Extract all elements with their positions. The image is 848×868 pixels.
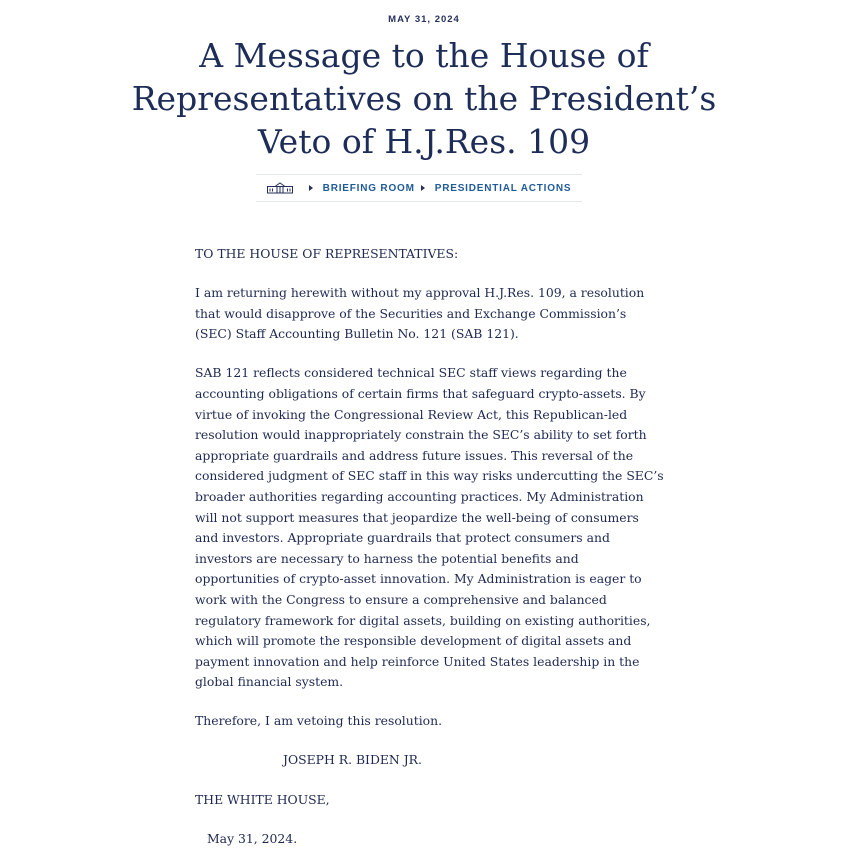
chevron-right-icon [421,185,425,191]
breadcrumb [256,174,582,202]
letter-body [195,244,665,868]
letter-paragraph-2: SAB 121 reflects considered technical SEC staff views regarding the accounting obligations of certain firms that safeguard crypto-assets. By virtue of invoking the Congressional Review Act, this Republican-led resolution would inappropriately constrain the SEC’s ability to set forth appropriate guardrails and address future issues. This reversal of the considered judgment of SEC staff in this way risks undercutting the SEC’s broader authorities regarding accounting practices. My Administration will not support measures that jeopardize the well-being of consumers and investors. Appropriate guardrails that protect consumers and investors are necessary to harness the potential benefits and opportunities of crypto-asset innovation. My Administration is eager to work with the Congress to ensure a comprehensive and balanced regulatory framework for digital assets, building on existing authorities, which will promote the responsible development of digital assets and payment innovation and help reinforce United States leadership in the global financial system. [195,365,664,690]
letter-paragraph-1: I am returning herewith without my approval H.J.Res. 109, a resolution that would disapprove of the Securities and Exchange Commission’s (SEC) Staff Accounting Bulletin No. 121 (SAB 121). [195,285,645,342]
letter-location: THE WHITE HOUSE, [195,791,330,807]
breadcrumb-briefing-room[interactable]: BRIEFING ROOM [322,182,415,194]
publish-date: MAY 31, 2024 [388,14,460,25]
white-house-icon[interactable] [267,182,293,194]
letter-closing: Therefore, I am vetoing this resolution. [195,713,443,729]
breadcrumb-presidential-actions[interactable]: PRESIDENTIAL ACTIONS [434,182,572,194]
chevron-right-icon [309,185,313,191]
white-house-icon-graphic [267,182,293,194]
page-title: A Message to the House of Representatives on the President’s Veto of H.J.Res. 109 [131,36,717,161]
letter-sign-date: May 31, 2024. [207,830,298,846]
letter-signature: JOSEPH R. BIDEN JR. [283,752,422,768]
letter-salutation: TO THE HOUSE OF REPRESENTATIVES: [195,246,459,261]
